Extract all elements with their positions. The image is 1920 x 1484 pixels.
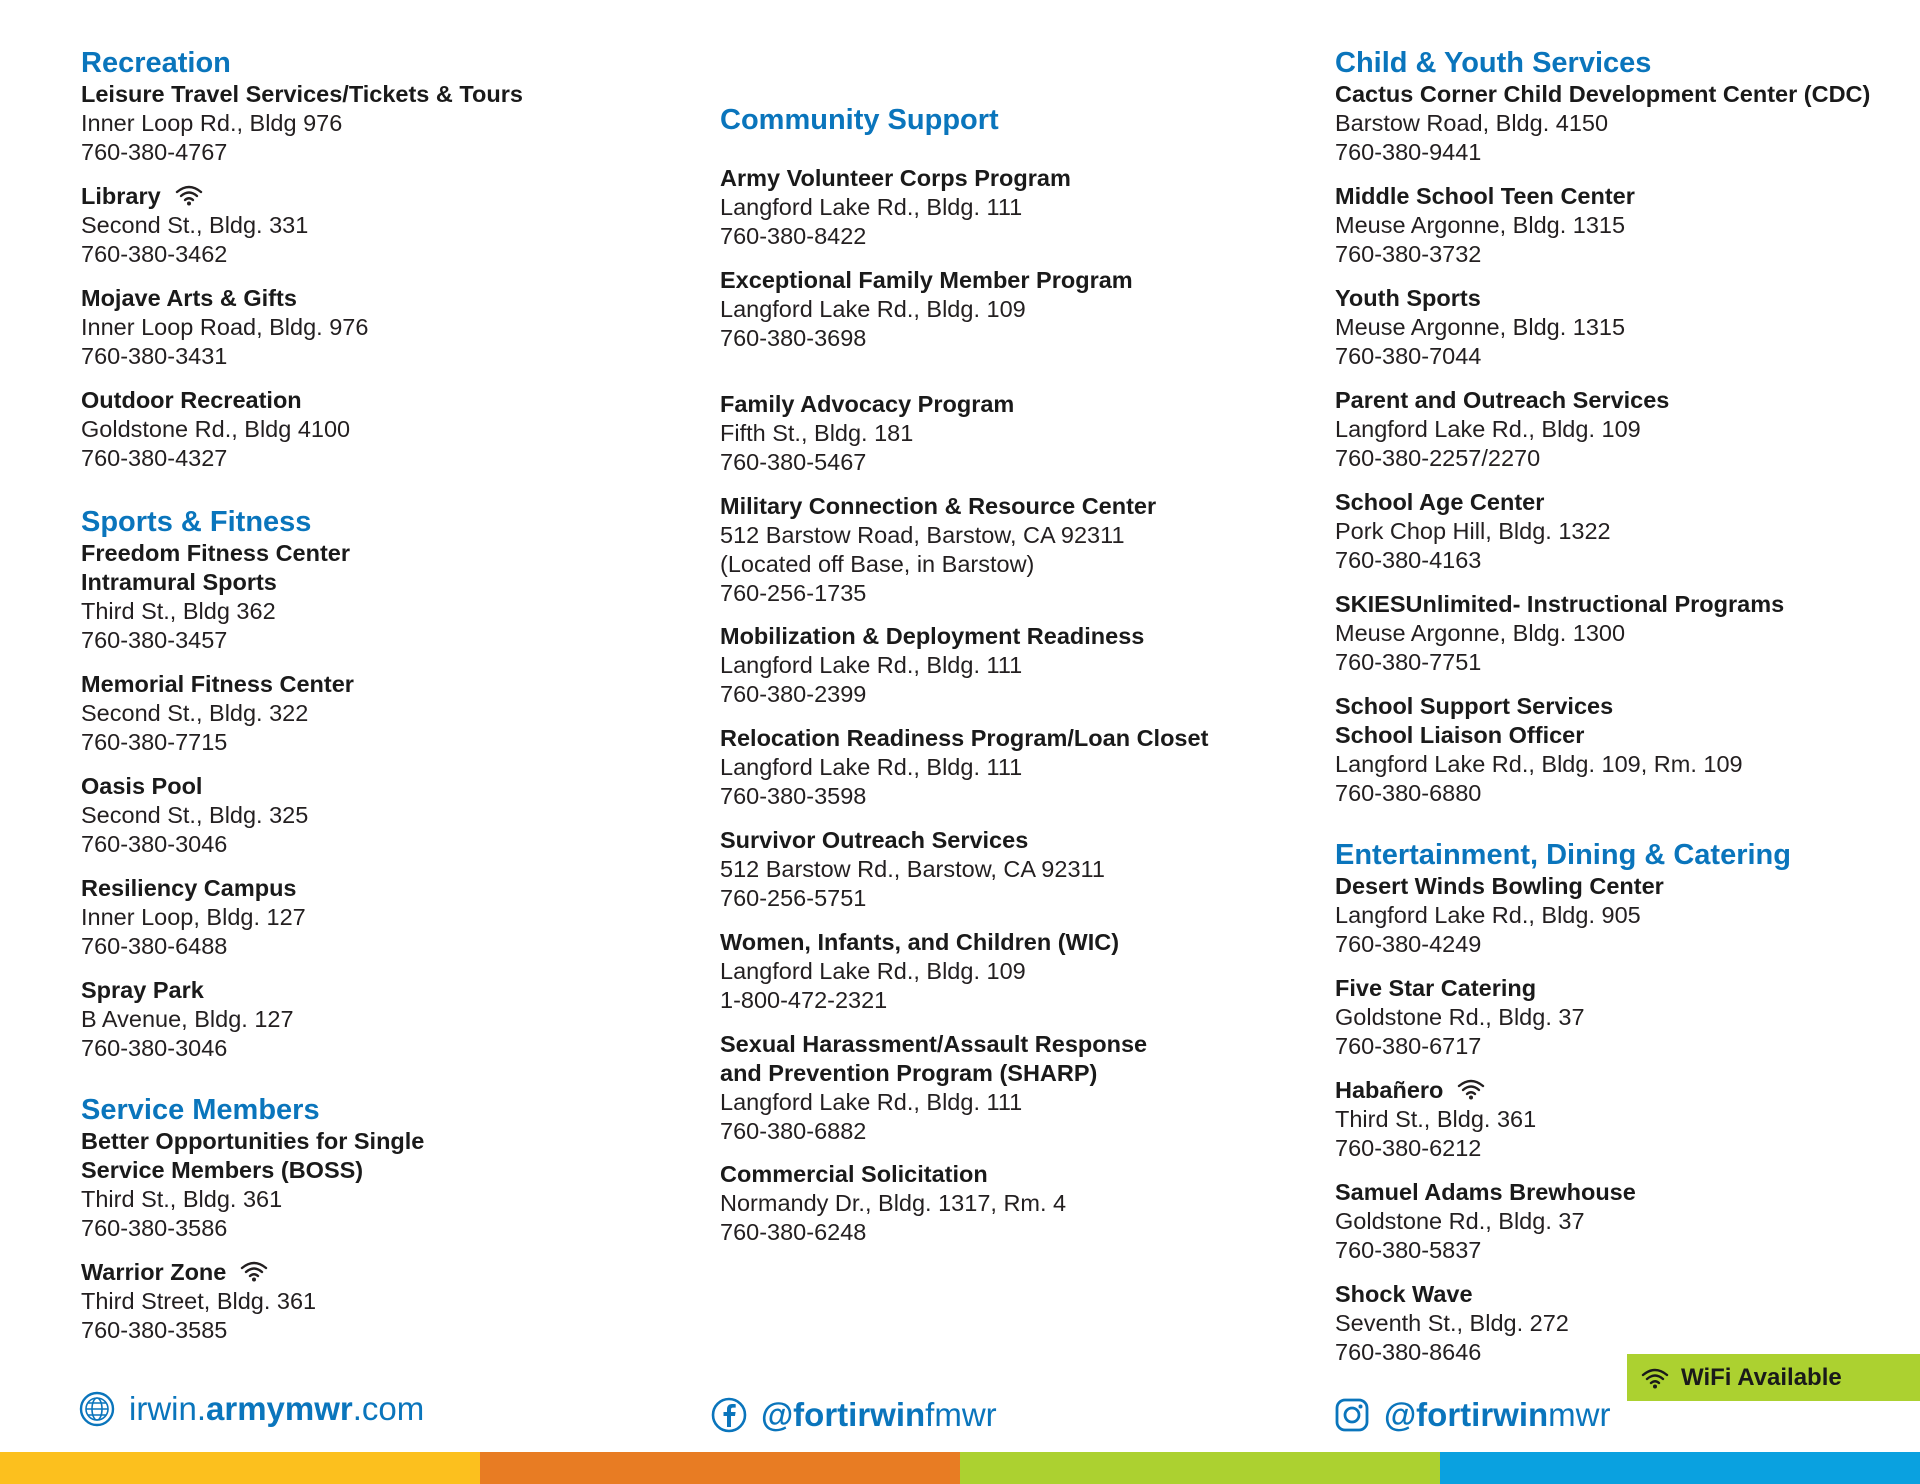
entry-name: School Support Services (1335, 693, 1614, 719)
entry-phone: 760-380-4327 (81, 445, 228, 471)
entry-teen-center (1335, 182, 1635, 269)
website-link[interactable] (79, 1390, 424, 1428)
facebook-handle-rest: fmwr (925, 1396, 997, 1433)
entry-name: Better Opportunities for Single (81, 1128, 425, 1154)
entry-address: Goldstone Rd., Bldg. 37 (1335, 1004, 1585, 1030)
entry-name: Five Star Catering (1335, 975, 1537, 1001)
entry-name: Mojave Arts & Gifts (81, 285, 297, 311)
entry-name: Shock Wave (1335, 1281, 1473, 1307)
entry-leisure-travel (81, 80, 523, 167)
entry-phone: 760-380-6882 (720, 1118, 867, 1144)
entry-address: Langford Lake Rd., Bldg. 109 (1335, 416, 1641, 442)
entry-phone: 760-380-3046 (81, 831, 228, 857)
entry-phone: 760-380-3732 (1335, 241, 1482, 267)
entry-sharp (720, 1030, 1147, 1146)
wifi-icon (1641, 1367, 1669, 1389)
entry-bowling (1335, 872, 1664, 959)
entry-phone: 760-380-3431 (81, 343, 228, 369)
wifi-badge-label: WiFi Available (1681, 1363, 1842, 1391)
entry-habanero (1335, 1076, 1536, 1163)
entry-phone: 760-380-2399 (720, 681, 867, 707)
entry-oasis-pool (81, 772, 308, 859)
entry-name: Women, Infants, and Children (WIC) (720, 929, 1120, 955)
entry-name: Commercial Solicitation (720, 1161, 988, 1187)
entry-address: 512 Barstow Road, Barstow, CA 92311 (720, 522, 1125, 548)
wifi-available-badge (1627, 1354, 1920, 1401)
website-suffix: .com (352, 1390, 425, 1427)
entry-skies (1335, 590, 1784, 677)
entry-name: Resiliency Campus (81, 875, 297, 901)
entry-spray-park (81, 976, 294, 1063)
entry-address: B Avenue, Bldg. 127 (81, 1006, 294, 1032)
entry-address: Langford Lake Rd., Bldg. 109 (720, 958, 1026, 984)
entry-name: Mobilization & Deployment Readiness (720, 623, 1145, 649)
entry-name: Military Connection & Resource Center (720, 493, 1157, 519)
entry-warrior-zone (81, 1258, 316, 1345)
color-stripe (0, 1452, 1920, 1484)
entry-address: Fifth St., Bldg. 181 (720, 420, 914, 446)
entry-address: Meuse Argonne, Bldg. 1315 (1335, 314, 1626, 340)
entry-name-secondary: Intramural Sports (81, 569, 277, 595)
entry-name: Survivor Outreach Services (720, 827, 1029, 853)
entry-address: Third St., Bldg. 361 (81, 1186, 283, 1212)
entry-library (81, 182, 308, 269)
entry-name: Habañero (1335, 1077, 1444, 1103)
entry-name: Freedom Fitness Center (81, 540, 351, 566)
entry-school-support (1335, 692, 1743, 808)
instagram-icon (1334, 1397, 1370, 1433)
entry-name: Oasis Pool (81, 773, 203, 799)
entry-phone: 760-380-4767 (81, 139, 228, 165)
instagram-handle-bold: @fortirwin (1384, 1396, 1549, 1433)
entry-name: School Age Center (1335, 489, 1545, 515)
instagram-handle-rest: mwr (1548, 1396, 1611, 1433)
website-prefix: irwin. (129, 1390, 207, 1427)
entry-name-row (1335, 1076, 1536, 1105)
entry-military-connection (720, 492, 1156, 608)
entry-name: Outdoor Recreation (81, 387, 302, 413)
entry-memorial-fitness (81, 670, 354, 757)
entry-address: Langford Lake Rd., Bldg. 111 (720, 194, 1023, 220)
entry-phone: 760-380-9441 (1335, 139, 1482, 165)
entry-address: Second St., Bldg. 325 (81, 802, 309, 828)
entry-mobilization (720, 622, 1144, 709)
entry-name: Cactus Corner Child Development Center (CDC) (1335, 81, 1871, 107)
entry-name: Sexual Harassment/Assault Response (720, 1031, 1148, 1057)
entry-relocation (720, 724, 1208, 811)
entry-address: Second St., Bldg. 331 (81, 212, 309, 238)
entry-youth-sports (1335, 284, 1625, 371)
entry-name-row (81, 182, 308, 211)
entry-phone: 760-380-8422 (720, 223, 867, 249)
entry-address: 512 Barstow Rd., Barstow, CA 92311 (720, 856, 1105, 882)
entry-name: Leisure Travel Services/Tickets & Tours (81, 81, 523, 107)
entry-phone: 760-256-1735 (720, 580, 867, 606)
entry-note: (Located off Base, in Barstow) (720, 551, 1035, 577)
entry-five-star (1335, 974, 1585, 1061)
heading-child-youth: Child & Youth Services (1335, 47, 1652, 79)
entry-name: Memorial Fitness Center (81, 671, 354, 697)
entry-address: Third St., Bldg 362 (81, 598, 276, 624)
entry-phone: 760-380-4249 (1335, 931, 1482, 957)
entry-address: Normandy Dr., Bldg. 1317, Rm. 4 (720, 1190, 1067, 1216)
entry-phone: 760-380-7715 (81, 729, 228, 755)
entry-phone: 760-380-3462 (81, 241, 228, 267)
entry-address: Third Street, Bldg. 361 (81, 1288, 317, 1314)
entry-resiliency-campus (81, 874, 306, 961)
entry-phone: 760-380-4163 (1335, 547, 1482, 573)
entry-address: Langford Lake Rd., Bldg. 109, Rm. 109 (1335, 751, 1743, 777)
entry-phone: 760-380-3585 (81, 1317, 228, 1343)
entry-parent-outreach (1335, 386, 1669, 473)
entry-name: Relocation Readiness Program/Loan Closet (720, 725, 1209, 751)
stripe-blue (1440, 1452, 1920, 1484)
entry-outdoor-recreation (81, 386, 350, 473)
entry-address: Second St., Bldg. 322 (81, 700, 309, 726)
facebook-handle (761, 1396, 997, 1434)
entry-shock-wave (1335, 1280, 1569, 1367)
entry-school-age-center (1335, 488, 1611, 575)
stripe-yellow (0, 1452, 480, 1484)
entry-cdc (1335, 80, 1870, 167)
heading-sports-fitness: Sports & Fitness (81, 506, 312, 538)
entry-address: Third St., Bldg. 361 (1335, 1106, 1537, 1132)
entry-phone: 760-380-3698 (720, 325, 867, 351)
entry-phone: 760-380-6212 (1335, 1135, 1482, 1161)
entry-phone: 760-380-7751 (1335, 649, 1482, 675)
instagram-handle (1384, 1396, 1610, 1434)
heading-service-members: Service Members (81, 1094, 320, 1126)
entry-name: Youth Sports (1335, 285, 1481, 311)
entry-address: Pork Chop Hill, Bldg. 1322 (1335, 518, 1611, 544)
entry-name: Army Volunteer Corps Program (720, 165, 1071, 191)
entry-address: Goldstone Rd., Bldg. 37 (1335, 1208, 1585, 1234)
entry-address: Langford Lake Rd., Bldg. 905 (1335, 902, 1641, 928)
entry-address: Meuse Argonne, Bldg. 1315 (1335, 212, 1626, 238)
entry-address: Langford Lake Rd., Bldg. 111 (720, 1089, 1023, 1115)
wifi-icon (175, 184, 203, 206)
entry-name-secondary: and Prevention Program (SHARP) (720, 1060, 1098, 1086)
entry-mojave-arts (81, 284, 368, 371)
entry-phone: 760-380-2257/2270 (1335, 445, 1541, 471)
website-text (129, 1390, 424, 1428)
heading-recreation: Recreation (81, 47, 231, 79)
entry-name: Spray Park (81, 977, 204, 1003)
entry-address: Inner Loop Rd., Bldg 976 (81, 110, 343, 136)
heading-entertainment-dining: Entertainment, Dining & Catering (1335, 839, 1791, 871)
entry-phone: 760-380-3586 (81, 1215, 228, 1241)
entry-name: Family Advocacy Program (720, 391, 1015, 417)
entry-name-secondary: School Liaison Officer (1335, 722, 1585, 748)
globe-icon (79, 1391, 115, 1427)
entry-efmp (720, 266, 1133, 353)
wifi-icon (1457, 1078, 1485, 1100)
entry-phone: 760-380-5467 (720, 449, 867, 475)
entry-name-row (81, 1258, 316, 1287)
entry-address: Inner Loop Road, Bldg. 976 (81, 314, 369, 340)
entry-phone: 760-380-7044 (1335, 343, 1482, 369)
entry-wic (720, 928, 1119, 1015)
entry-name: Samuel Adams Brewhouse (1335, 1179, 1636, 1205)
entry-address: Inner Loop, Bldg. 127 (81, 904, 306, 930)
entry-army-volunteer (720, 164, 1071, 251)
entry-address: Barstow Road, Bldg. 4150 (1335, 110, 1609, 136)
entry-name: Parent and Outreach Services (1335, 387, 1670, 413)
entry-phone: 760-380-5837 (1335, 1237, 1482, 1263)
stripe-orange (480, 1452, 960, 1484)
wifi-icon (240, 1260, 268, 1282)
heading-community-support: Community Support (720, 104, 999, 136)
entry-phone: 1-800-472-2321 (720, 987, 888, 1013)
entry-address: Langford Lake Rd., Bldg. 109 (720, 296, 1026, 322)
entry-address: Langford Lake Rd., Bldg. 111 (720, 652, 1023, 678)
entry-name: Desert Winds Bowling Center (1335, 873, 1664, 899)
stripe-green (960, 1452, 1440, 1484)
entry-commercial-solicitation (720, 1160, 1066, 1247)
entry-address: Meuse Argonne, Bldg. 1300 (1335, 620, 1626, 646)
entry-phone: 760-380-8646 (1335, 1339, 1482, 1365)
entry-family-advocacy (720, 390, 1014, 477)
entry-phone: 760-380-6717 (1335, 1033, 1482, 1059)
entry-name: Warrior Zone (81, 1259, 227, 1285)
facebook-icon (711, 1397, 747, 1433)
website-domain: armymwr (206, 1390, 353, 1427)
entry-phone: 760-256-5751 (720, 885, 867, 911)
entry-survivor-outreach (720, 826, 1105, 913)
entry-address: Goldstone Rd., Bldg 4100 (81, 416, 351, 442)
entry-phone: 760-380-3598 (720, 783, 867, 809)
entry-boss (81, 1127, 424, 1243)
entry-address: Seventh St., Bldg. 272 (1335, 1310, 1569, 1336)
facebook-handle-bold: @fortirwin (761, 1396, 926, 1433)
entry-samuel-adams (1335, 1178, 1636, 1265)
entry-name: Library (81, 183, 161, 209)
instagram-link[interactable] (1334, 1396, 1610, 1434)
entry-name: SKIESUnlimited- Instructional Programs (1335, 591, 1785, 617)
entry-phone: 760-380-3046 (81, 1035, 228, 1061)
entry-freedom-fitness (81, 539, 350, 655)
entry-phone: 760-380-6248 (720, 1219, 867, 1245)
facebook-link[interactable] (711, 1396, 997, 1434)
entry-name-secondary: Service Members (BOSS) (81, 1157, 364, 1183)
entry-phone: 760-380-6488 (81, 933, 228, 959)
entry-name: Exceptional Family Member Program (720, 267, 1133, 293)
entry-phone: 760-380-6880 (1335, 780, 1482, 806)
entry-address: Langford Lake Rd., Bldg. 111 (720, 754, 1023, 780)
entry-name: Middle School Teen Center (1335, 183, 1635, 209)
entry-phone: 760-380-3457 (81, 627, 228, 653)
